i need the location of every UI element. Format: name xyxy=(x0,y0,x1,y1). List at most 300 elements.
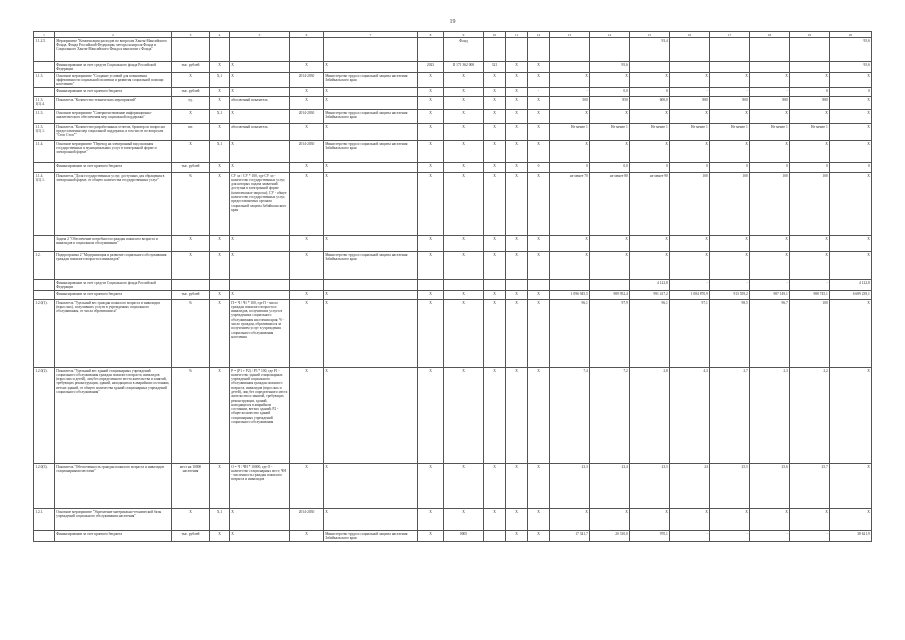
table-cell: X xyxy=(230,141,290,163)
table-cell xyxy=(484,280,506,291)
table-cell: Не менее 1 xyxy=(590,124,630,141)
table-cell: X,1 xyxy=(210,509,230,531)
table-cell: X xyxy=(324,62,418,73)
table-cell: 95,6 xyxy=(830,62,872,73)
table-cell: X xyxy=(750,110,790,124)
column-number: 3 xyxy=(172,32,210,38)
table-cell: X xyxy=(790,509,830,531)
table-cell: 6 689 239,1 xyxy=(830,291,872,300)
table-cell: X xyxy=(324,509,418,531)
table-cell: X xyxy=(830,73,872,88)
table-cell xyxy=(324,280,418,291)
table-cell: X xyxy=(590,509,630,531)
table-row xyxy=(34,141,872,163)
table-cell xyxy=(418,280,444,291)
table-cell xyxy=(210,280,230,291)
table-row xyxy=(34,236,872,252)
table-cell: X xyxy=(484,509,506,531)
table-cell: 0 xyxy=(550,163,590,173)
table-cell: X xyxy=(528,509,550,531)
table-cell: - xyxy=(710,280,750,291)
table-cell: 25,5 xyxy=(710,464,750,509)
table-cell: X xyxy=(290,252,324,280)
row-code xyxy=(34,280,55,291)
table-cell: X xyxy=(506,464,528,509)
table-row xyxy=(34,531,872,542)
table-row xyxy=(34,38,872,62)
table-cell: 0 xyxy=(710,163,750,173)
table-cell: 0 xyxy=(630,163,670,173)
column-number: 9 xyxy=(444,32,484,38)
table-cell: - xyxy=(750,88,790,97)
table-cell xyxy=(550,38,590,62)
row-code xyxy=(34,291,55,300)
table-cell: тыс. рублей xyxy=(172,88,210,97)
table-cell: X xyxy=(230,110,290,124)
column-number: 10 xyxy=(484,32,506,38)
column-number: 7 xyxy=(324,32,418,38)
table-cell: X xyxy=(210,531,230,542)
table-cell: 2014-2030 xyxy=(290,73,324,88)
table-cell: 0005 xyxy=(444,531,484,542)
row-description: Показатель "Обеспеченность граждан пожилого возраста и инвалидов стационарными местами" xyxy=(55,464,172,509)
row-description: Задача 2 "Обеспечение потребности граждан пожилого возраста и инвалидов в социальном обслуживании" xyxy=(55,236,172,252)
table-cell xyxy=(290,280,324,291)
table-cell: X xyxy=(830,173,872,236)
table-cell: 2,7 xyxy=(710,368,750,464)
table-cell: X xyxy=(790,252,830,280)
table-cell: X xyxy=(418,291,444,300)
table-cell: X xyxy=(290,531,324,542)
table-cell: X xyxy=(506,163,528,173)
column-number: 6 xyxy=(290,32,324,38)
table-cell: X xyxy=(590,252,630,280)
table-cell: 95,6 xyxy=(830,38,872,62)
table-cell: X xyxy=(418,163,444,173)
table-row xyxy=(34,88,872,97)
table-cell: X xyxy=(710,252,750,280)
table-cell: П = Ч / Ч1 * 100, где П - число граждан пожилого возраста и инвалидов, получивших услуги в учреждениях социального обслуживания населения края; Ч - число граждан, обратившихся за получением услуг в учреждения социального обслуживания населения xyxy=(230,300,290,368)
row-code: 1.2.0(3). xyxy=(34,464,55,509)
row-code xyxy=(34,88,55,97)
table-cell xyxy=(670,38,710,62)
table-cell: 38 621,9 xyxy=(830,531,872,542)
table-cell: X xyxy=(750,141,790,163)
table-cell: - xyxy=(670,280,710,291)
row-code: 1.1.3. xyxy=(34,110,55,124)
table-cell: X xyxy=(172,236,210,252)
table-row xyxy=(34,291,872,300)
table-cell: X xyxy=(444,88,484,97)
table-cell: X xyxy=(506,62,528,73)
table-cell: Министерство труда и социальной защиты населения Забайкальского края xyxy=(324,110,418,124)
table-cell: X xyxy=(290,88,324,97)
table-cell: X xyxy=(230,291,290,300)
table-cell: % xyxy=(172,173,210,236)
table-cell: X xyxy=(290,464,324,509)
table-cell: X xyxy=(506,531,528,542)
table-cell: X xyxy=(230,236,290,252)
row-code: 1.1.4. xyxy=(34,141,55,163)
table-cell: X xyxy=(230,252,290,280)
table-cell: не менее 70 xyxy=(550,173,590,236)
table-cell: X xyxy=(528,110,550,124)
table-cell: X xyxy=(444,124,484,141)
table-cell: X xyxy=(484,252,506,280)
table-cell: X xyxy=(418,73,444,88)
table-cell: X xyxy=(528,236,550,252)
table-cell: X xyxy=(830,252,872,280)
row-description: Основное мероприятие "Создание условий для повышения эффективности социальной политики и развития социальной помощи населению" xyxy=(55,73,172,88)
table-cell: 0 xyxy=(528,163,550,173)
table-cell: X xyxy=(290,368,324,464)
table-cell: X xyxy=(670,252,710,280)
table-cell: X xyxy=(528,124,550,141)
table-cell: 0 xyxy=(790,163,830,173)
table-cell: X xyxy=(418,88,444,97)
column-number: 12 xyxy=(528,32,550,38)
table-cell: X xyxy=(210,88,230,97)
table-row xyxy=(34,280,872,291)
column-number: 5 xyxy=(230,32,290,38)
table-cell: X xyxy=(230,73,290,88)
table-cell: 98,5 xyxy=(710,300,750,368)
table-cell: X xyxy=(324,163,418,173)
table-cell: 17 341,7 xyxy=(550,531,590,542)
table-cell: X xyxy=(528,464,550,509)
column-number: 14 xyxy=(590,32,630,38)
column-number: 20 xyxy=(830,32,872,38)
table-cell: - xyxy=(550,88,590,97)
row-description: Финансирование за счет краевого бюджета xyxy=(55,291,172,300)
table-cell: Министерство труда и социальной защиты населения Забайкальского края xyxy=(324,141,418,163)
table-cell: X xyxy=(506,173,528,236)
table-cell: X xyxy=(550,73,590,88)
table-cell: 0 xyxy=(790,88,830,97)
table-cell: X xyxy=(444,97,484,110)
table-cell: 987 149,1 xyxy=(750,291,790,300)
column-number: 8 xyxy=(418,32,444,38)
table-cell: X xyxy=(324,124,418,141)
table-cell: 991 417,2 xyxy=(630,291,670,300)
table-cell: 100 xyxy=(670,173,710,236)
table-cell: 25,7 xyxy=(790,464,830,509)
table-cell: 0 xyxy=(830,88,872,97)
table-cell: X,1 xyxy=(210,110,230,124)
table-cell: 0 xyxy=(630,88,670,97)
table-cell: - xyxy=(710,88,750,97)
table-cell xyxy=(484,531,506,542)
table-row xyxy=(34,300,872,368)
table-row xyxy=(34,73,872,88)
table-cell: % xyxy=(172,300,210,368)
table-cell: X xyxy=(484,173,506,236)
table-cell: X xyxy=(444,163,484,173)
table-cell xyxy=(444,280,484,291)
table-cell: X xyxy=(484,88,506,97)
table-cell: X xyxy=(210,291,230,300)
table-cell: X xyxy=(210,236,230,252)
table-cell: X xyxy=(484,73,506,88)
table-cell: 989 952,4 xyxy=(590,291,630,300)
table-cell: тыс. рублей xyxy=(172,291,210,300)
table-cell xyxy=(210,38,230,62)
table-cell: 0,0 xyxy=(590,88,630,97)
table-cell: X xyxy=(444,509,484,531)
table-cell: X xyxy=(590,236,630,252)
row-code: 1.1.3. 1(1).1. xyxy=(34,124,55,141)
page-number: 19 xyxy=(449,19,456,25)
table-cell: Не менее 1 xyxy=(750,124,790,141)
table-cell: X xyxy=(444,300,484,368)
column-number: 17 xyxy=(710,32,750,38)
column-number: 19 xyxy=(790,32,830,38)
table-cell xyxy=(418,38,444,62)
table-cell: тыс. рублей xyxy=(172,531,210,542)
table-cell: X xyxy=(830,236,872,252)
table-cell xyxy=(750,38,790,62)
table-row xyxy=(34,97,872,110)
row-code xyxy=(34,62,55,73)
table-cell: X xyxy=(210,124,230,141)
table-cell: X xyxy=(324,88,418,97)
table-cell: 100 xyxy=(790,300,830,368)
table-cell: 4,3 xyxy=(670,368,710,464)
table-cell: X xyxy=(444,236,484,252)
table-cell: 100 xyxy=(710,173,750,236)
table-cell: X xyxy=(418,124,444,141)
table-row xyxy=(34,509,872,531)
table-cell: X xyxy=(550,236,590,252)
table-cell: 2014-2030 xyxy=(290,509,324,531)
table-cell: X xyxy=(172,509,210,531)
column-number: 13 xyxy=(550,32,590,38)
table-cell xyxy=(528,38,550,62)
table-cell: 600,0 xyxy=(630,97,670,110)
table-cell: 321 xyxy=(484,62,506,73)
table-cell: X xyxy=(830,124,872,141)
table-cell: 95,6 xyxy=(590,62,630,73)
column-number: 18 xyxy=(750,32,790,38)
table-cell: X xyxy=(670,509,710,531)
table-cell: X xyxy=(790,141,830,163)
table-row xyxy=(34,124,872,141)
table-cell: Не менее 1 xyxy=(710,124,750,141)
row-code xyxy=(34,531,55,542)
table-cell: 2014-2030 xyxy=(290,141,324,163)
table-cell: X xyxy=(418,110,444,124)
table-cell: 7,2 xyxy=(590,368,630,464)
table-row xyxy=(34,252,872,280)
row-description: Финансирование за счет средств Социального фонда Российской Федерации xyxy=(55,62,172,73)
table-cell: X xyxy=(710,141,750,163)
table-cell: абсолютный показатель xyxy=(230,124,290,141)
table-cell xyxy=(172,280,210,291)
table-cell: X xyxy=(290,173,324,236)
table-cell: 880 xyxy=(670,97,710,110)
table-cell: X xyxy=(670,141,710,163)
table-cell: X xyxy=(230,509,290,531)
table-cell: X xyxy=(484,141,506,163)
table-cell: СУ эл / СУ * 100, где СУ эл - количество государственных услуг, для которых подача заявлений доступна в электронной форме (комплексные запросы); СУ - общее количество государственных услуг, предоставляемых органом социальной защиты Забайкальского края xyxy=(230,173,290,236)
table-cell xyxy=(590,38,630,62)
table-cell: X xyxy=(710,73,750,88)
table-cell: - xyxy=(790,280,830,291)
table-cell: 96,1 xyxy=(630,300,670,368)
table-cell: X xyxy=(506,110,528,124)
table-cell: X xyxy=(506,368,528,464)
table-cell: X xyxy=(418,236,444,252)
table-cell: 800 xyxy=(710,97,750,110)
table-cell xyxy=(790,38,830,62)
table-cell: X xyxy=(290,97,324,110)
table-cell: X xyxy=(444,110,484,124)
table-cell xyxy=(710,62,750,73)
table-cell: X xyxy=(590,73,630,88)
table-cell: 970,1 xyxy=(630,531,670,542)
row-code: 1.2.1. xyxy=(34,509,55,531)
row-code: 1.1.2.5. xyxy=(34,38,55,62)
table-cell: X xyxy=(290,291,324,300)
row-code xyxy=(34,163,55,173)
row-code: 1.2.0(1). xyxy=(34,300,55,368)
table-cell: X xyxy=(172,141,210,163)
table-cell: О = Ч / ЧН * 10000, где О - количество стационарных мест; ЧН - численность граждан пожилого возраста и инвалидов xyxy=(230,464,290,509)
table-cell: X xyxy=(750,73,790,88)
table-cell: X xyxy=(630,141,670,163)
table-cell: 23,4 xyxy=(590,464,630,509)
table-cell: X xyxy=(418,252,444,280)
table-cell: X xyxy=(484,368,506,464)
table-cell: X xyxy=(210,252,230,280)
table-cell: % xyxy=(172,368,210,464)
table-cell: 850 xyxy=(590,97,630,110)
table-cell: - xyxy=(710,531,750,542)
table-cell xyxy=(172,38,210,62)
row-description: Показатель "Удельный вес зданий стационарных учреждений социального обслуживания граждан пожилого возраста, инвалидов (взрослых и детей), лиц без определенного места жительства и занятий, требующих реконструкции, зданий, находящихся в аварийном состоянии, ветхих зданий, от общего количества зданий стационарных учреждений социального обслуживания" xyxy=(55,368,172,464)
row-code: 1.2. xyxy=(34,252,55,280)
row-code: 1.2.0(2). xyxy=(34,368,55,464)
row-description: Основное мероприятие "Переход на электронный вид оказания государственных и муниципальных услуг в электронной форме и электронной форме" xyxy=(55,141,172,163)
table-cell: 988 745,1 xyxy=(790,291,830,300)
table-cell: X xyxy=(290,300,324,368)
table-cell: X xyxy=(630,252,670,280)
table-cell: X xyxy=(444,291,484,300)
table-cell: X xyxy=(172,73,210,88)
table-cell: 93,4 xyxy=(630,38,670,62)
table-cell: 4 122,8 xyxy=(830,280,872,291)
table-cell: X xyxy=(630,73,670,88)
table-cell: Не менее 1 xyxy=(550,124,590,141)
table-cell: X xyxy=(550,252,590,280)
row-code xyxy=(34,236,55,252)
row-description: Показатель "Доля государственных услуг, доступных для обращения в электронной форме, от общего количества государственных услуг" xyxy=(55,173,172,236)
table-cell: X xyxy=(484,97,506,110)
table-cell: X xyxy=(290,62,324,73)
table-cell xyxy=(484,38,506,62)
table-cell: X xyxy=(172,252,210,280)
table-cell: X xyxy=(670,236,710,252)
table-cell: X xyxy=(444,73,484,88)
table-cell: X xyxy=(484,110,506,124)
table-cell: X xyxy=(506,291,528,300)
table-cell: X xyxy=(830,300,872,368)
table-cell: 100 xyxy=(790,173,830,236)
program-indicators-table xyxy=(33,31,872,542)
table-cell: X xyxy=(484,236,506,252)
table-cell: X xyxy=(506,124,528,141)
table-cell: X xyxy=(290,163,324,173)
table-cell: X xyxy=(506,88,528,97)
table-cell: 24 xyxy=(670,464,710,509)
row-description: Финансирование за счет краевого бюджета xyxy=(55,88,172,97)
table-cell: - xyxy=(528,88,550,97)
table-cell: X xyxy=(750,236,790,252)
table-cell: X xyxy=(444,464,484,509)
table-cell: X xyxy=(710,236,750,252)
table-cell: 23,5 xyxy=(630,464,670,509)
table-cell: X xyxy=(324,236,418,252)
table-row xyxy=(34,163,872,173)
table-cell: Не менее 1 xyxy=(790,124,830,141)
row-description: Основное мероприятие "Укрепление материально-технической базы учреждений социального обслуживания населения" xyxy=(55,509,172,531)
table-cell: X xyxy=(528,531,550,542)
table-cell: X xyxy=(484,464,506,509)
table-cell xyxy=(670,62,710,73)
table-cell: X xyxy=(790,236,830,252)
table-cell: X xyxy=(550,110,590,124)
table-cell xyxy=(750,62,790,73)
table-cell: 500 xyxy=(550,97,590,110)
table-cell: абсолютный показатель xyxy=(230,97,290,110)
table-cell: 2023 xyxy=(418,62,444,73)
table-cell: - xyxy=(790,531,830,542)
table-cell: 0 xyxy=(750,163,790,173)
table-cell xyxy=(630,62,670,73)
table-cell: X xyxy=(230,62,290,73)
table-cell: 880 xyxy=(750,97,790,110)
table-cell: X xyxy=(506,141,528,163)
table-cell: 2,8 xyxy=(630,368,670,464)
table-cell: X xyxy=(830,368,872,464)
table-cell: X xyxy=(790,110,830,124)
table-cell: X xyxy=(484,124,506,141)
table-cell: X xyxy=(528,252,550,280)
table-cell: X xyxy=(830,464,872,509)
table-cell: X xyxy=(444,252,484,280)
table-cell: X xyxy=(484,300,506,368)
table-cell xyxy=(590,280,630,291)
table-cell xyxy=(506,280,528,291)
table-cell: X xyxy=(790,73,830,88)
table-cell: Министерство труда и социальной защиты населения Забайкальского края xyxy=(324,252,418,280)
table-cell: X xyxy=(670,110,710,124)
column-number: 2 xyxy=(55,32,172,38)
table-cell: не менее 90 xyxy=(630,173,670,236)
table-cell xyxy=(550,280,590,291)
table-cell: X xyxy=(324,97,418,110)
table-cell: X xyxy=(324,300,418,368)
table-cell: X xyxy=(506,236,528,252)
column-number: 1 xyxy=(34,32,55,38)
table-cell: X xyxy=(418,173,444,236)
table-cell: 2014-2030 xyxy=(290,110,324,124)
table-cell: X xyxy=(418,97,444,110)
table-cell: X xyxy=(528,97,550,110)
row-description: Финансирование за счет краевого бюджета xyxy=(55,531,172,542)
table-cell: X xyxy=(230,531,290,542)
table-cell: X xyxy=(210,464,230,509)
